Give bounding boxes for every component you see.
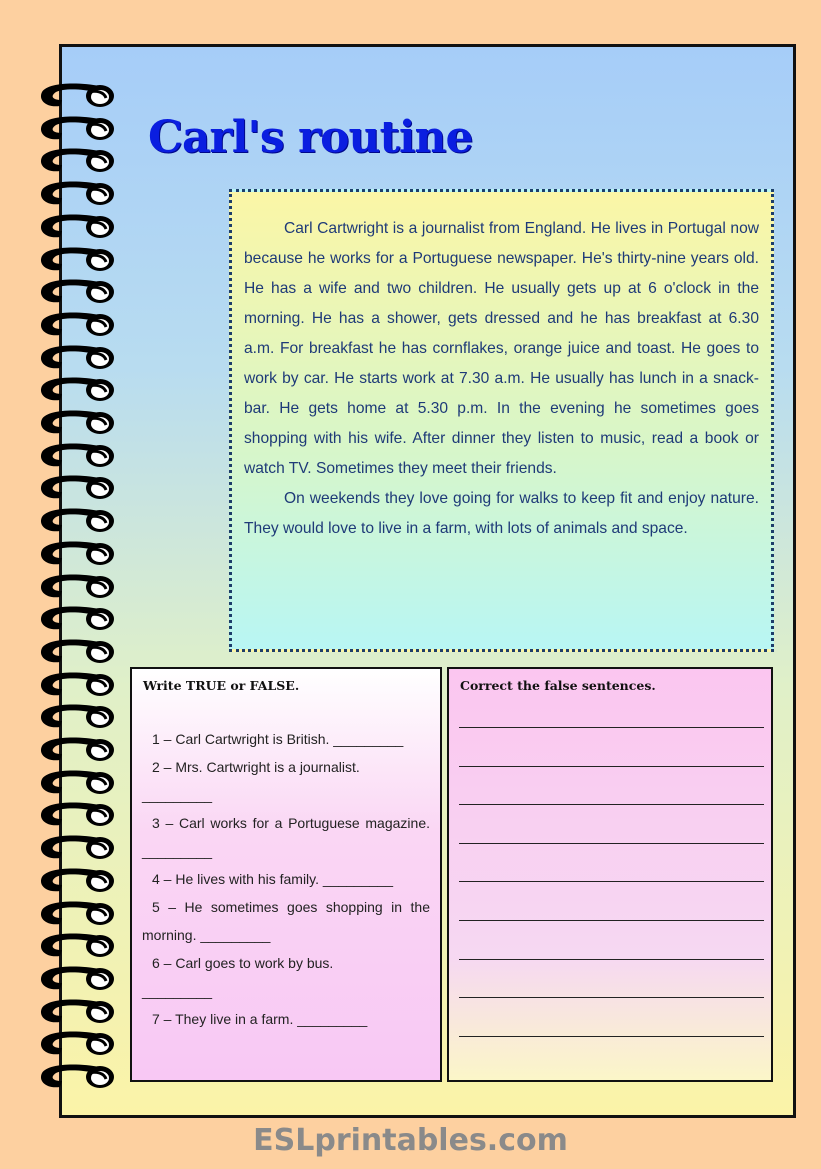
spiral-ring-icon [38, 603, 116, 633]
spiral-ring-icon [38, 1061, 116, 1091]
spiral-ring-icon [38, 538, 116, 568]
spiral-ring-icon [38, 505, 116, 535]
spiral-ring-icon [38, 734, 116, 764]
story-paragraph-1: Carl Cartwright is a journalist from England. He lives in Portugal now because he works for a Portuguese newspaper. He's thirty-nine years old. He has a wife and two children. He usually gets up at 6 o'clock in the morning. He has a shower, gets dressed and he has breakfast at 6.30 a.m. For breakfast he has cornflakes, orange juice and toast. He goes to work by car. He starts work at 7.30 a.m. He usually has lunch in a snack-bar. He gets home at 5.30 p.m. In the evening he sometimes goes shopping with his wife. After dinner they listen to music, read a book or watch TV. Sometimes they meet their friends. [244, 220, 759, 477]
spiral-ring-icon [38, 963, 116, 993]
question-1: 1 – Carl Cartwright is British. _________ [152, 731, 404, 747]
story-box [229, 189, 774, 652]
answer-line[interactable] [459, 727, 764, 728]
spiral-ring-icon [38, 440, 116, 470]
answer-line[interactable] [459, 1036, 764, 1037]
spiral-ring-icon [38, 1028, 116, 1058]
spiral-ring-icon [38, 832, 116, 862]
true-false-box [130, 667, 442, 1082]
spiral-ring-icon [38, 145, 116, 175]
spiral-ring-icon [38, 472, 116, 502]
spiral-ring-icon [38, 930, 116, 960]
answer-line[interactable] [459, 997, 764, 998]
spiral-ring-icon [38, 178, 116, 208]
question-4: 4 – He lives with his family. _________ [152, 871, 393, 887]
watermark: ESLprintables.com [253, 1123, 568, 1158]
spiral-ring-icon [38, 669, 116, 699]
answer-line[interactable] [459, 804, 764, 805]
spiral-ring-icon [38, 865, 116, 895]
spiral-ring-icon [38, 898, 116, 928]
spiral-ring-icon [38, 996, 116, 1026]
question-5: 5 – He sometimes goes shopping in the morning. _________ [142, 899, 430, 943]
spiral-ring-icon [38, 799, 116, 829]
correct-heading: Correct the false sentences. [460, 678, 656, 693]
spiral-ring-icon [38, 244, 116, 274]
answer-line[interactable] [459, 881, 764, 882]
spiral-ring-icon [38, 407, 116, 437]
question-3: 3 – Carl works for a Portuguese magazine. _________ [142, 815, 430, 859]
spiral-ring-icon [38, 571, 116, 601]
spiral-ring-icon [38, 211, 116, 241]
spiral-ring-icon [38, 636, 116, 666]
true-false-heading: Write TRUE or FALSE. [143, 678, 300, 693]
page-title: Carl's routine [148, 112, 473, 163]
spiral-ring-icon [38, 113, 116, 143]
spiral-ring-icon [38, 276, 116, 306]
spiral-ring-icon [38, 374, 116, 404]
answer-line[interactable] [459, 766, 764, 767]
spiral-ring-icon [38, 80, 116, 110]
answer-line[interactable] [459, 920, 764, 921]
spiral-ring-icon [38, 342, 116, 372]
story-paragraph-2: On weekends they love going for walks to keep fit and enjoy nature. They would love to live in a farm, with lots of animals and space. [244, 490, 759, 537]
question-6: 6 – Carl goes to work by bus. _________ [142, 955, 334, 999]
spiral-ring-icon [38, 309, 116, 339]
spiral-ring-icon [38, 767, 116, 797]
correct-sentences-box [447, 667, 773, 1082]
answer-line[interactable] [459, 959, 764, 960]
question-7: 7 – They live in a farm. _________ [152, 1011, 368, 1027]
answer-line[interactable] [459, 843, 764, 844]
question-2: 2 – Mrs. Cartwright is a journalist. _________ [142, 759, 360, 803]
spiral-ring-icon [38, 701, 116, 731]
